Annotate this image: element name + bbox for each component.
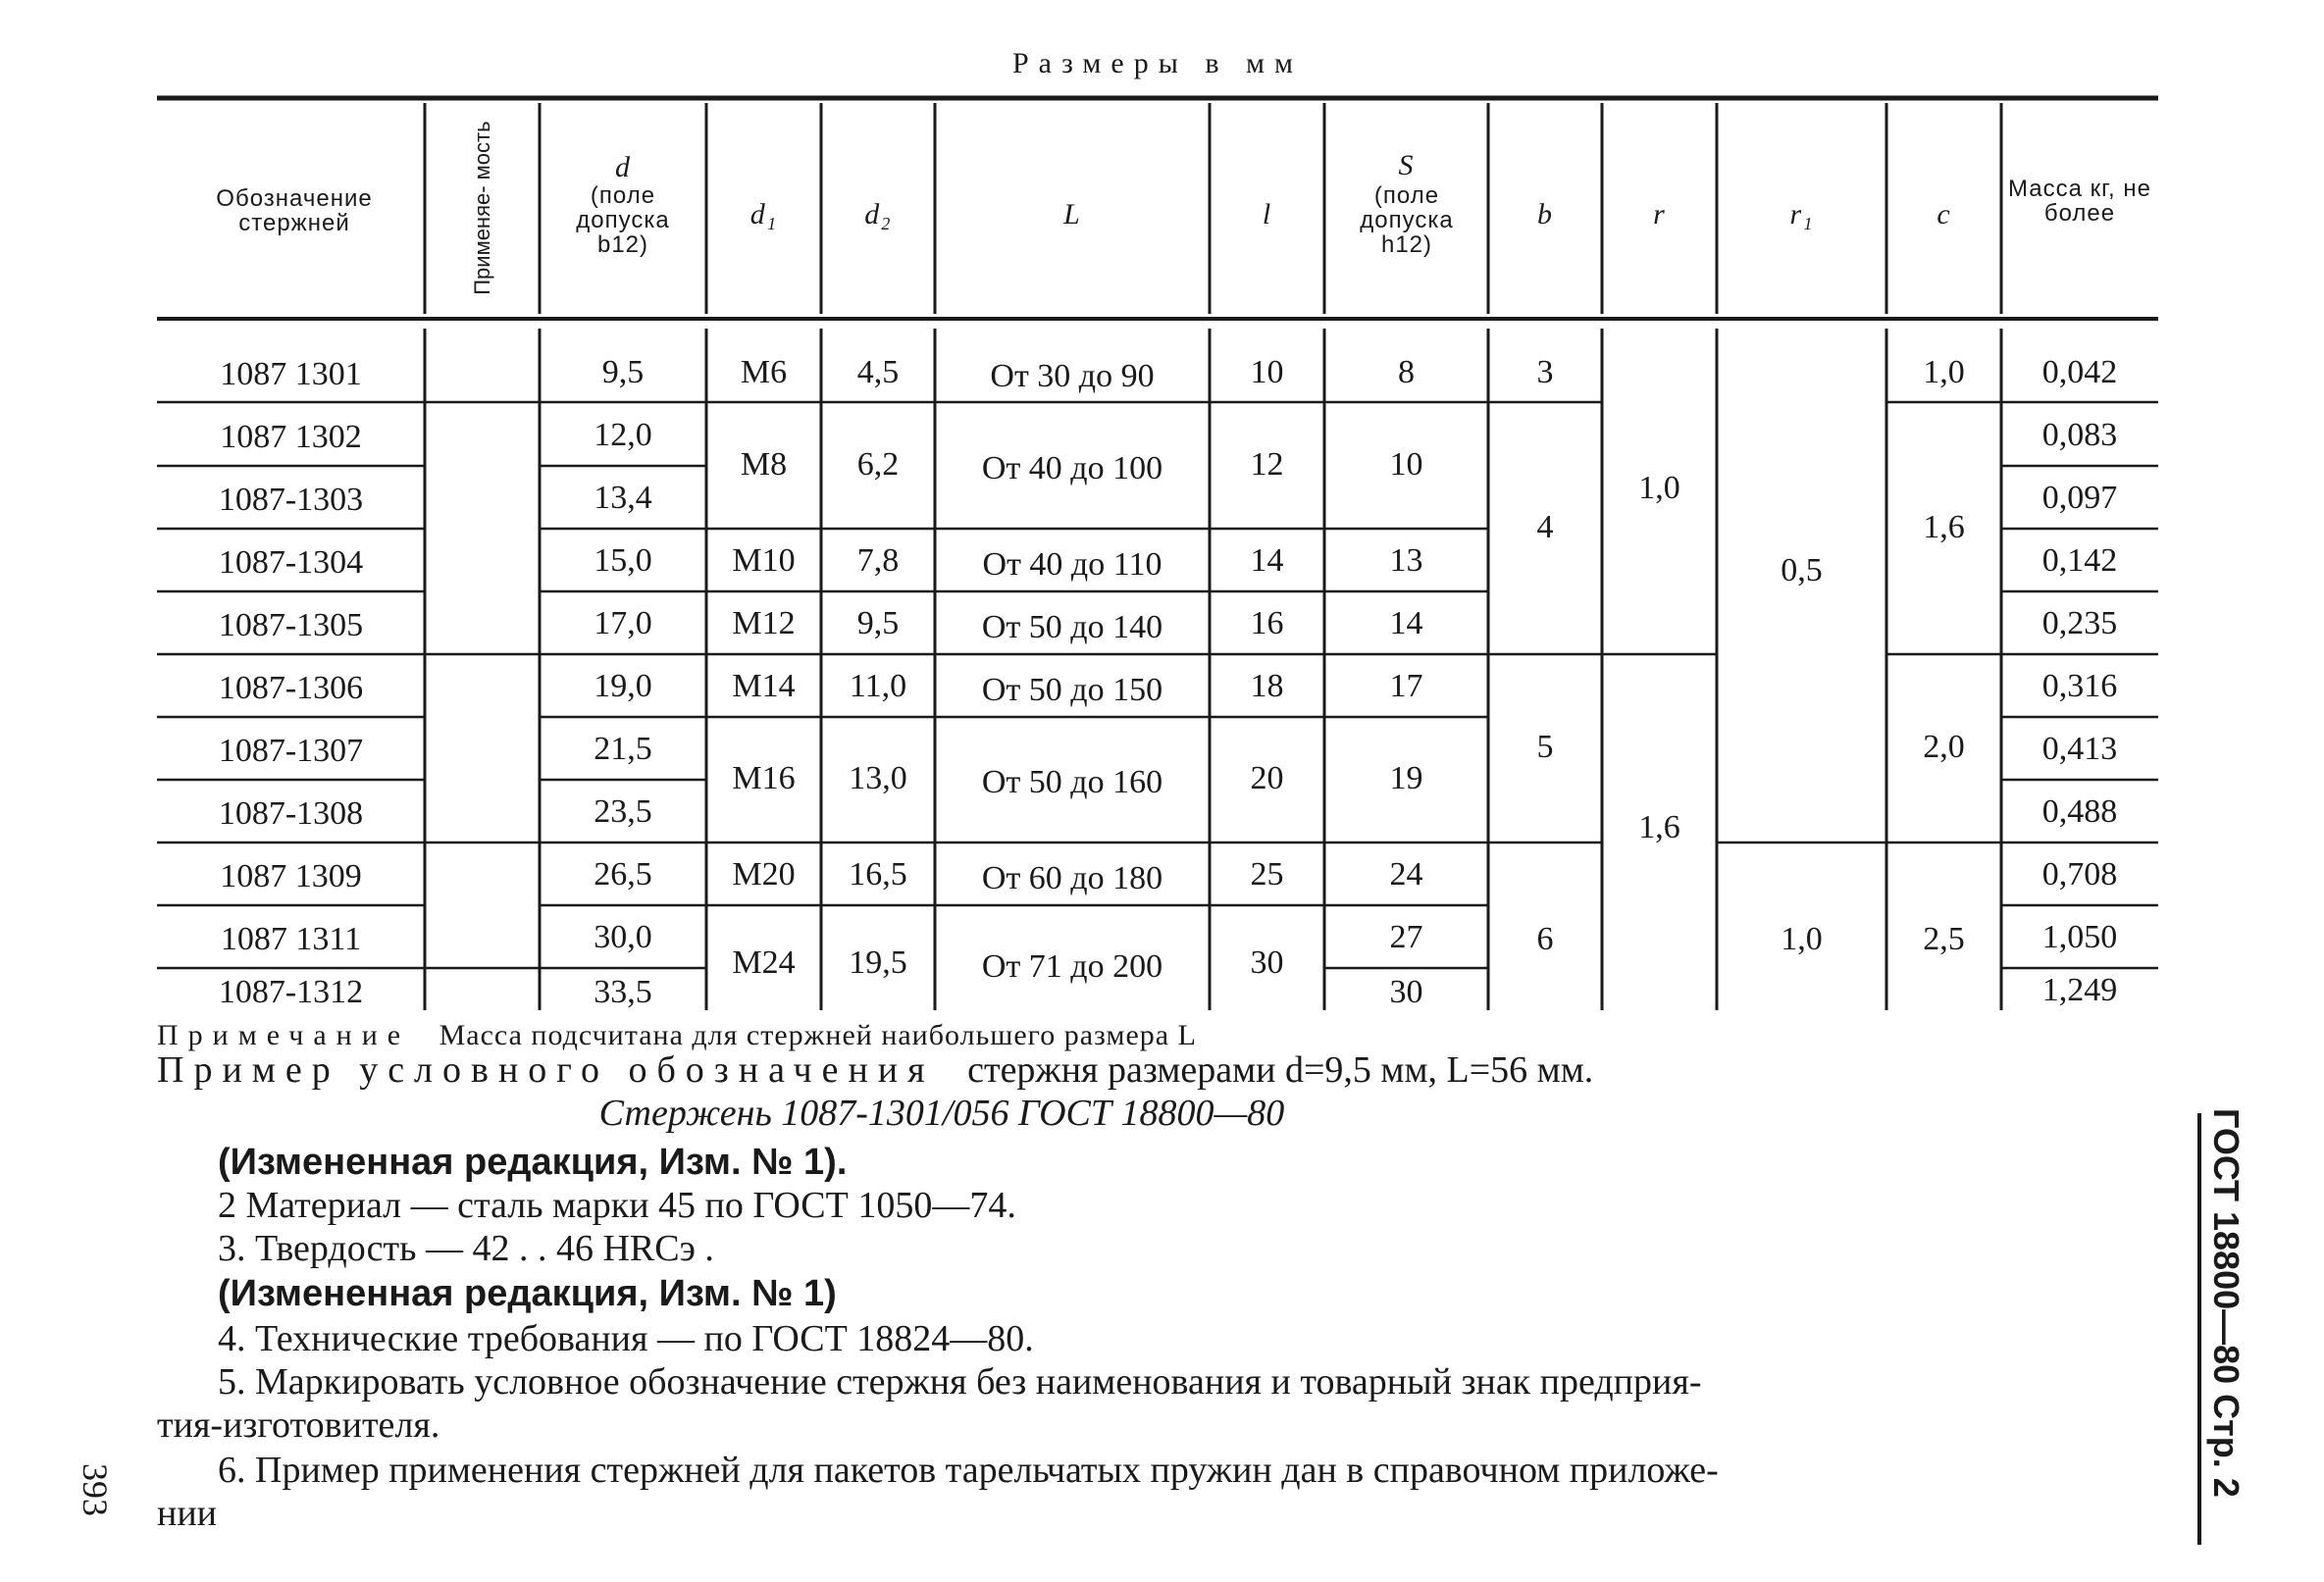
d-cell: 21,5 (594, 731, 652, 767)
header-designation: Обозначение стержней (216, 185, 373, 237)
header-d1: d₁ (749, 198, 778, 230)
mass-cell: 0,413 (2041, 731, 2118, 767)
header-applicability: Применяе- мость (469, 121, 494, 295)
c-cell: 1,6 (1923, 509, 1965, 545)
s-cell: 10 (1389, 446, 1423, 483)
d1-cell: M10 (732, 542, 796, 579)
designation-cell: 1087-1303 (218, 482, 364, 518)
designation-cell: 1087-1304 (218, 544, 364, 581)
r1-cell: 0,5 (1781, 552, 1823, 588)
header-b: b (1537, 198, 1553, 230)
revision-note-1: (Измененная редакция, Изм. № 1). (218, 1142, 848, 1183)
d1-cell: M16 (732, 760, 796, 796)
L-cell: От 40 до 110 (982, 546, 1162, 583)
d1-cell: M24 (732, 944, 796, 981)
designation-cell: 1087-1306 (218, 670, 364, 706)
mass-cell: 0,488 (2041, 793, 2118, 830)
header-r1: r₁ (1789, 198, 1814, 230)
designation-cell: 1087-1307 (218, 733, 364, 769)
s-cell: 27 (1389, 919, 1423, 955)
s-cell: 14 (1389, 605, 1423, 641)
d2-cell: 6,2 (856, 446, 900, 483)
header-L: L (1063, 198, 1081, 230)
d-cell: 26,5 (594, 856, 652, 893)
designation-cell: 1087-1312 (218, 974, 364, 1010)
header-s-symbol: S (1398, 149, 1415, 181)
s-cell: 19 (1389, 760, 1423, 796)
r1-cell: 1,0 (1781, 921, 1823, 957)
L-cell: От 40 до 100 (981, 450, 1163, 486)
header-r: r (1653, 198, 1666, 230)
dimensions-table (157, 93, 2158, 1010)
s-cell: 30 (1389, 974, 1423, 1010)
mass-cell: 0,316 (2041, 668, 2118, 704)
example-designation: Стержень 1087-1301/056 ГОСТ 18800—80 (598, 1093, 1285, 1134)
d-cell: 30,0 (594, 919, 652, 955)
header-d-tolerance: (поле допуска b12) (576, 182, 670, 259)
item-example-line2: нии (157, 1493, 218, 1534)
mass-cell: 0,235 (2041, 605, 2118, 641)
l-cell: 25 (1250, 856, 1284, 893)
c-cell: 1,0 (1923, 354, 1965, 390)
designation-cell: 1087 1301 (220, 356, 362, 392)
c-cell: 2,0 (1923, 729, 1965, 765)
d1-cell: M20 (732, 856, 796, 893)
revision-note-2: (Измененная редакция, Изм. № 1) (218, 1273, 837, 1314)
d-cell: 23,5 (594, 793, 652, 830)
item-marking-line2: тия-изготовителя. (157, 1404, 440, 1446)
side-rule (2197, 1113, 2201, 1545)
note-text: Масса подсчитана для стержней наибольшего размера L (439, 1019, 1197, 1051)
designation-cell: 1087-1308 (218, 795, 364, 832)
d2-cell: 19,5 (849, 944, 907, 981)
d-cell: 13,4 (594, 480, 652, 516)
header-c: c (1937, 198, 1951, 230)
d-cell: 19,0 (594, 668, 652, 704)
b-cell: 4 (1536, 509, 1554, 545)
example-intro: Пример условного обозначения (157, 1049, 935, 1091)
L-cell: От 71 до 200 (981, 948, 1163, 985)
b-cell: 6 (1536, 921, 1554, 957)
item-hardness: 3. Твердость — 42 . . 46 HRCэ . (218, 1228, 714, 1269)
designation-cell: 1087 1311 (220, 921, 362, 957)
l-cell: 14 (1250, 542, 1284, 579)
side-running-title: ГОСТ 18800—80 Стр. 2 (2206, 1108, 2247, 1498)
designation-cell: 1087-1305 (218, 607, 364, 643)
d1-cell: M8 (740, 446, 788, 483)
page-number: 393 (76, 1463, 115, 1516)
item-example-line1: 6. Пример применения стержней для пакетов тарельчатых пружин дан в справочном приложе- (218, 1450, 1719, 1491)
example-rest: стержня размерами d=9,5 мм, L=56 мм. (967, 1049, 1594, 1091)
r-cell: 1,0 (1638, 470, 1680, 506)
b-cell: 3 (1536, 354, 1554, 390)
c-cell: 2,5 (1923, 921, 1965, 957)
s-cell: 17 (1389, 668, 1423, 704)
d2-cell: 16,5 (849, 856, 907, 893)
header-mass: Масса кг, не более (2008, 176, 2151, 228)
designation-cell: 1087 1309 (220, 858, 362, 894)
L-cell: От 30 до 90 (990, 358, 1155, 394)
header-d2: d₂ (864, 198, 892, 230)
d2-cell: 9,5 (856, 605, 900, 641)
note-label: Примечание (157, 1019, 411, 1051)
mass-cell: 0,097 (2041, 480, 2118, 516)
mass-cell: 0,142 (2041, 542, 2118, 579)
d2-cell: 7,8 (856, 542, 900, 579)
l-cell: 20 (1250, 760, 1284, 796)
item-marking-line1: 5. Маркировать условное обозначение стержня без наименования и товарный знак предприя- (218, 1361, 1702, 1403)
header-d-symbol: d (615, 151, 631, 183)
d1-cell: M14 (732, 668, 796, 704)
item-technical-requirements: 4. Технические требования — по ГОСТ 18824—80. (218, 1318, 1034, 1359)
example-line (157, 1047, 2158, 1093)
d-cell: 15,0 (594, 542, 652, 579)
L-cell: От 50 до 160 (981, 764, 1163, 800)
L-cell: От 50 до 150 (981, 672, 1163, 708)
L-cell: От 50 до 140 (981, 609, 1163, 645)
mass-cell: 0,083 (2041, 417, 2118, 453)
d-cell: 33,5 (594, 974, 652, 1010)
item-material: 2 Материал — сталь марки 45 по ГОСТ 1050—74. (218, 1185, 1016, 1226)
l-cell: 12 (1250, 446, 1284, 483)
header-l: l (1262, 198, 1272, 230)
d2-cell: 11,0 (849, 668, 907, 704)
s-cell: 8 (1398, 354, 1415, 390)
b-cell: 5 (1536, 729, 1554, 765)
l-cell: 30 (1250, 944, 1284, 981)
d-cell: 9,5 (601, 354, 645, 390)
mass-cell: 0,708 (2041, 856, 2118, 893)
r-cell: 1,6 (1638, 809, 1680, 845)
d2-cell: 4,5 (856, 354, 900, 390)
d1-cell: M12 (732, 605, 796, 641)
d2-cell: 13,0 (849, 760, 907, 796)
s-cell: 24 (1389, 856, 1423, 893)
designation-cell: 1087 1302 (220, 419, 362, 455)
l-cell: 18 (1250, 668, 1284, 704)
d1-cell: M6 (740, 354, 788, 390)
s-cell: 13 (1389, 542, 1423, 579)
mass-cell: 1,050 (2041, 919, 2118, 955)
d-cell: 17,0 (594, 605, 652, 641)
L-cell: От 60 до 180 (981, 860, 1163, 896)
dimensions-caption: Размеры в мм (1011, 47, 1303, 79)
l-cell: 16 (1250, 605, 1284, 641)
l-cell: 10 (1250, 354, 1284, 390)
header-s-tolerance: (поле допуска h12) (1360, 182, 1454, 259)
mass-cell: 0,042 (2041, 354, 2118, 390)
d-cell: 12,0 (594, 417, 652, 453)
mass-cell: 1,249 (2041, 972, 2118, 1008)
